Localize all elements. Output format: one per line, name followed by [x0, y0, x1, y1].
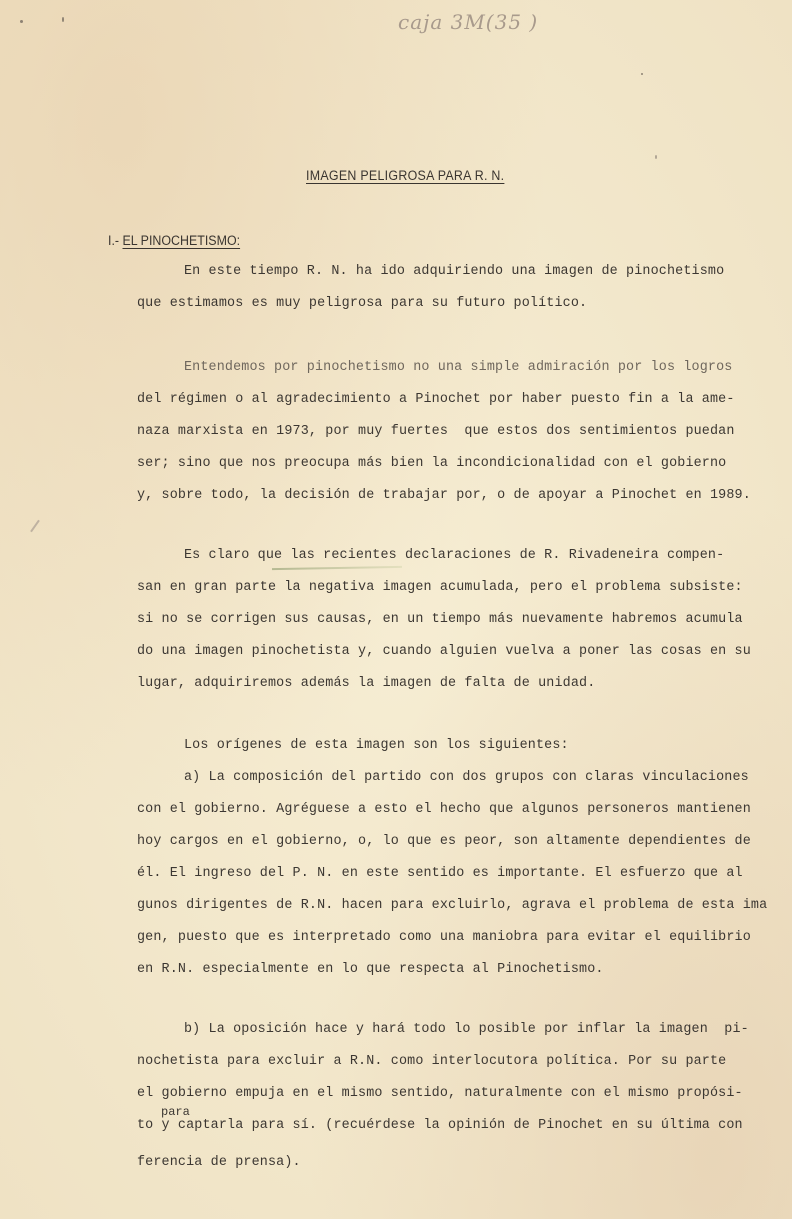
text-line: to y captarla para sí. (recuérdese la opinión de Pinochet en su última con: [137, 1118, 743, 1133]
section-heading: [108, 233, 240, 248]
text-line: Los orígenes de esta imagen son los siguientes:: [184, 738, 569, 753]
text-line: si no se corrigen sus causas, en un tiempo más nuevamente habremos acumula: [137, 612, 743, 627]
text-line: Entendemos por pinochetismo no una simple admiración por los logros: [184, 360, 733, 375]
document-title: IMAGEN PELIGROSA PARA R. N.: [306, 168, 505, 183]
text-line: con el gobierno. Agréguese a esto el hecho que algunos personeros mantienen: [137, 802, 751, 817]
section-title: EL PINOCHETISMO:: [122, 233, 241, 248]
paper-speck: [20, 20, 23, 23]
text-line: nochetista para excluir a R.N. como interlocutora política. Por su parte: [137, 1054, 727, 1069]
text-line: él. El ingreso del P. N. en este sentido es importante. El esfuerzo que al: [137, 866, 743, 881]
text-line: san en gran parte la negativa imagen acumulada, pero el problema subsiste:: [137, 580, 743, 595]
text-line: ferencia de prensa).: [137, 1155, 301, 1170]
handwritten-archive-note: caja 3M(35 ): [398, 10, 539, 34]
pencil-mark: [30, 520, 40, 533]
handwritten-insertion: para: [161, 1105, 190, 1119]
text-line: ser; sino que nos preocupa más bien la incondicionalidad con el gobierno: [137, 456, 727, 471]
paper-speck: [655, 155, 657, 159]
text-line: el gobierno empuja en el mismo sentido, naturalmente con el mismo propósi-: [137, 1086, 743, 1101]
paper-speck: [62, 17, 64, 22]
text-line: En este tiempo R. N. ha ido adquiriendo una imagen de pinochetismo: [184, 264, 725, 279]
section-number: I.-: [108, 233, 120, 248]
text-line: gen, puesto que es interpretado como una maniobra para evitar el equilibrio: [137, 930, 751, 945]
text-line: lugar, adquiriremos además la imagen de falta de unidad.: [137, 676, 596, 691]
text-line: gunos dirigentes de R.N. hacen para excluirlo, agrava el problema de esta ima: [137, 898, 768, 913]
text-line: que estimamos es muy peligrosa para su futuro político.: [137, 296, 588, 311]
text-line: en R.N. especialmente en lo que respecta al Pinochetismo.: [137, 962, 604, 977]
highlighter-mark: [272, 566, 402, 570]
text-line: a) La composición del partido con dos grupos con claras vinculaciones: [184, 770, 749, 785]
text-line: b) La oposición hace y hará todo lo posible por inflar la imagen pi-: [184, 1022, 749, 1037]
text-line: y, sobre todo, la decisión de trabajar por, o de apoyar a Pinochet en 1989.: [137, 488, 751, 503]
text-line: Es claro que las recientes declaraciones de R. Rivadeneira compen-: [184, 548, 725, 563]
text-line: naza marxista en 1973, por muy fuertes que estos dos sentimientos puedan: [137, 424, 735, 439]
text-line: del régimen o al agradecimiento a Pinochet por haber puesto fin a la ame-: [137, 392, 735, 407]
text-line: do una imagen pinochetista y, cuando alguien vuelva a poner las cosas en su: [137, 644, 751, 659]
paper-speck: [641, 73, 643, 75]
text-line: hoy cargos en el gobierno, o, lo que es peor, son altamente dependientes de: [137, 834, 751, 849]
